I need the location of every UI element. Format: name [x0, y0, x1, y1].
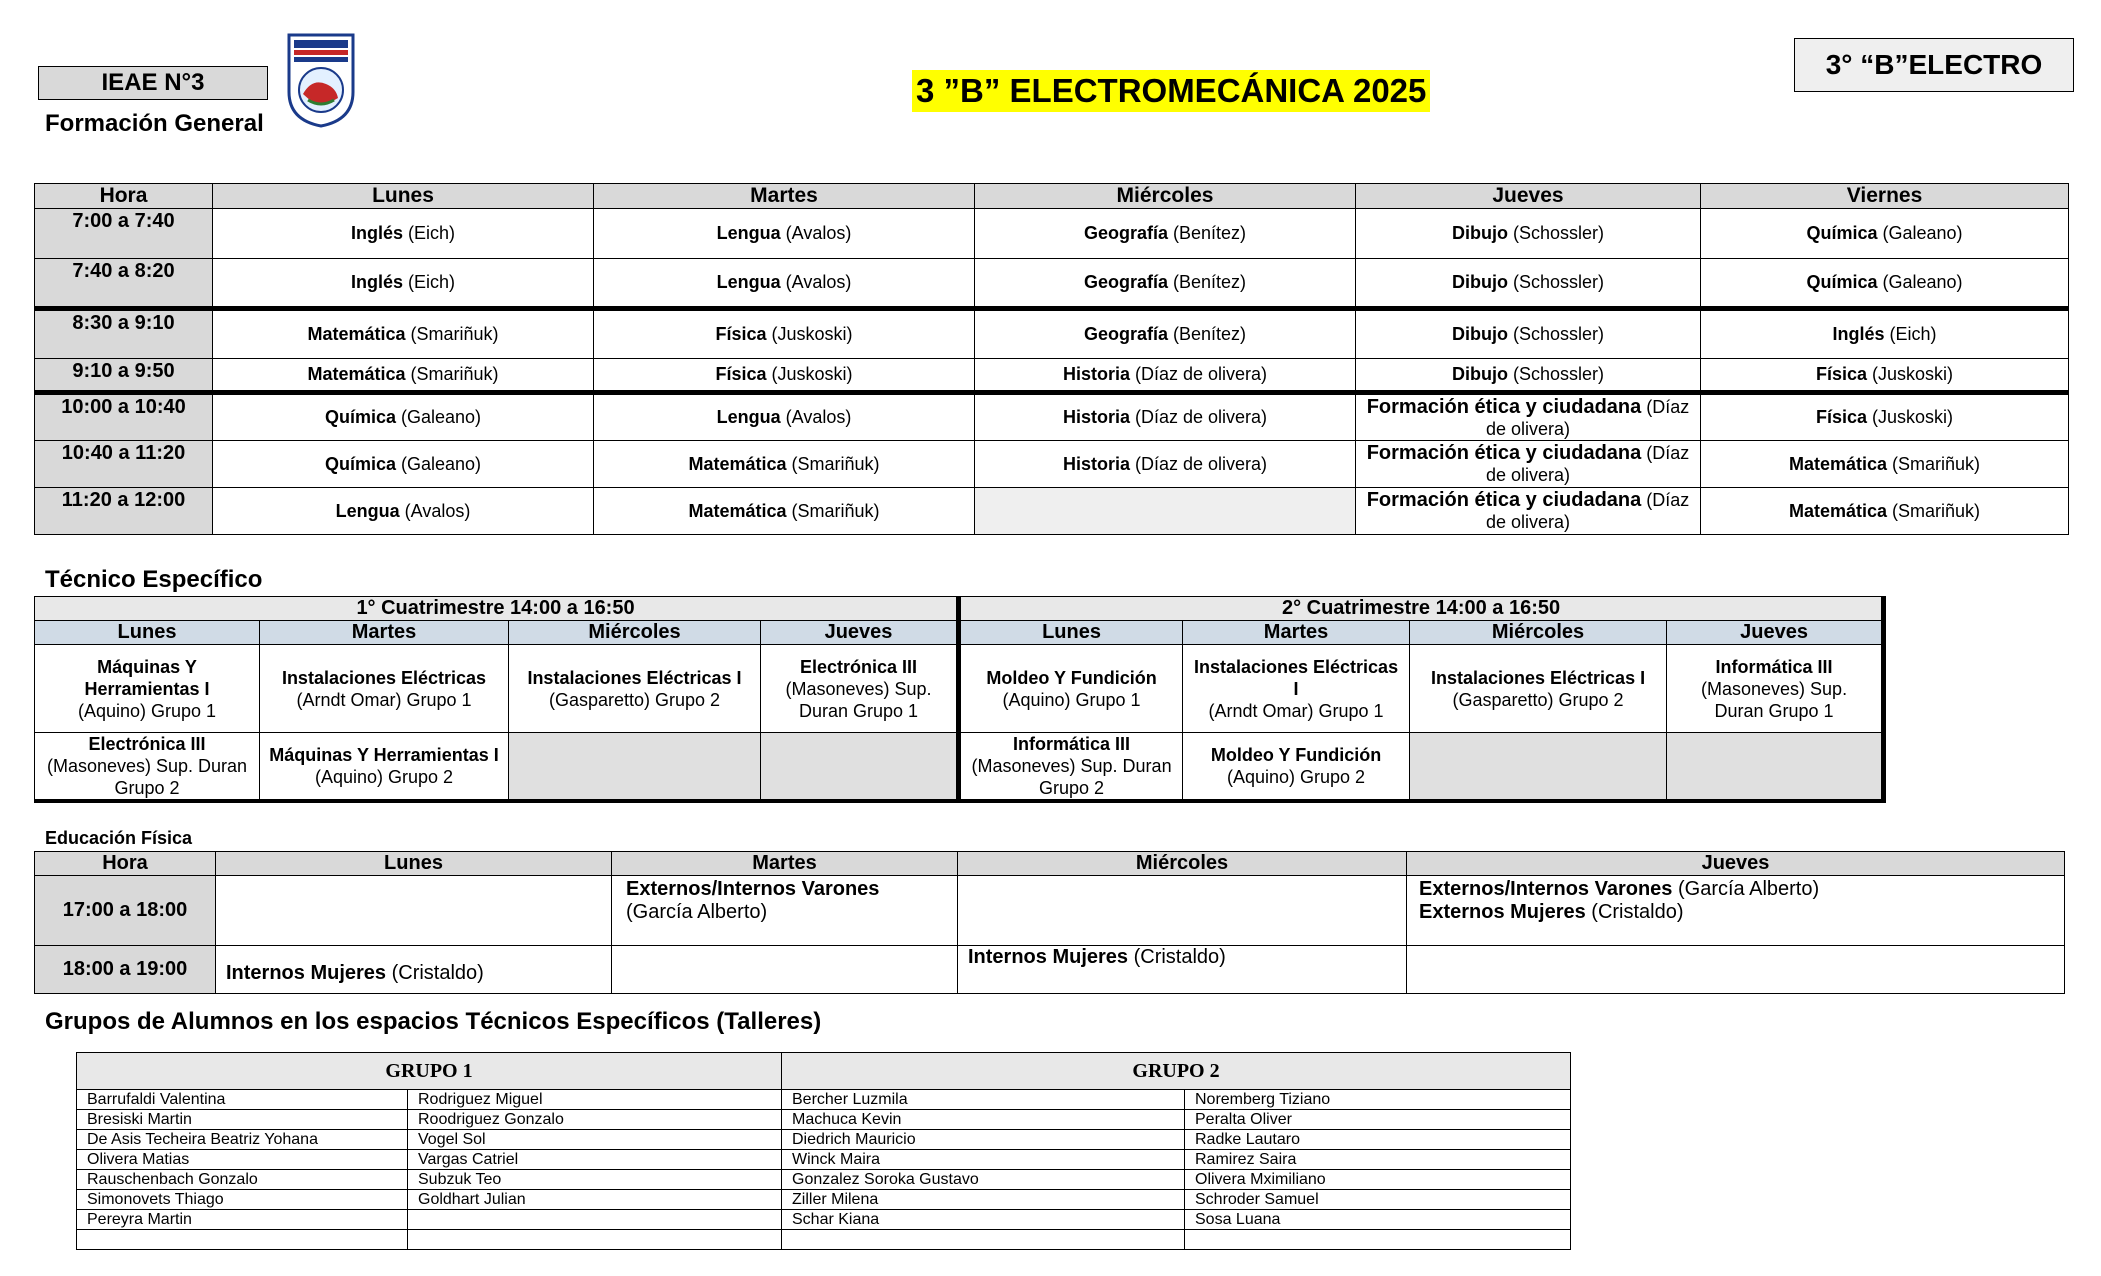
schedule-cell: [213, 393, 594, 441]
col-header-day: Jueves: [1667, 621, 1884, 645]
workshop-name: Electrónica III: [799, 656, 918, 677]
schedule-cell: [975, 393, 1356, 441]
teacher-name: (Galeano): [1877, 272, 1963, 292]
col-header-jueves: Jueves: [1356, 184, 1701, 209]
teacher-group: (Aquino) Grupo 2: [1226, 767, 1366, 787]
schedule-cell: [594, 259, 975, 309]
schedule-cell: [612, 876, 958, 946]
table-row: [35, 488, 2069, 535]
schedule-cell: [1701, 209, 2069, 259]
section-formacion-general: Formación General: [45, 110, 264, 137]
workshop-name: Informática III: [1013, 734, 1131, 754]
subject-name: Física: [715, 324, 767, 344]
workshop-name: Moldeo Y Fundición: [986, 667, 1157, 688]
workshop-name: Moldeo Y Fundición: [1210, 745, 1382, 765]
activity-name: Externos Mujeres: [1419, 901, 1586, 923]
hora-cell: 10:40 a 11:20: [35, 441, 213, 488]
subject-name: Física: [715, 364, 767, 384]
hora-cell: 17:00 a 18:00: [35, 876, 216, 946]
list-item: [77, 1230, 1571, 1250]
schedule-cell: [1356, 488, 1701, 535]
student-name: Goldhart Julian: [408, 1190, 782, 1210]
workshop-cell: [1667, 645, 1884, 733]
workshop-cell: [35, 645, 260, 733]
student-name: Roodriguez Gonzalo: [408, 1110, 782, 1130]
student-name: Subzuk Teo: [408, 1170, 782, 1190]
schedule-cell: [975, 441, 1356, 488]
subject-name: Formación ética y ciudadana: [1366, 489, 1642, 511]
school-name-box: [38, 66, 268, 100]
workshop-name: Instalaciones Eléctricas I: [1430, 667, 1646, 688]
student-name: Peralta Oliver: [1185, 1110, 1571, 1130]
schedule-cell: [216, 876, 612, 946]
workshop-cell: [959, 645, 1183, 733]
subject-name: Química: [1806, 223, 1878, 243]
schedule-cell: [975, 209, 1356, 259]
subject-name: Química: [1806, 272, 1878, 292]
schedule-cell: [975, 488, 1356, 535]
workshop-cell: [1410, 733, 1667, 802]
student-name: Pereyra Martin: [77, 1210, 408, 1230]
table-row: [35, 359, 2069, 393]
teacher-name: (Cristaldo): [386, 962, 484, 984]
teacher-name: (Juskoski): [766, 364, 853, 384]
workshop-cell: [260, 645, 509, 733]
teacher-name: (Díaz de olivera): [1485, 490, 1690, 532]
workshop-cell: [1183, 733, 1410, 802]
subject-name: Geografía: [1083, 324, 1168, 344]
student-name: Bercher Luzmila: [782, 1090, 1185, 1110]
teacher-name: (Juskoski): [1867, 407, 1954, 427]
section-grupos: Grupos de Alumnos en los espacios Técnicos Específicos (Talleres): [45, 1008, 822, 1035]
teacher-name: (Smariñuk): [1887, 453, 1981, 474]
student-name: Machuca Kevin: [782, 1110, 1185, 1130]
subject-name: Matemática: [688, 500, 787, 521]
subject-name: Dibujo: [1451, 223, 1508, 243]
subject-name: Lengua: [716, 407, 781, 427]
workshop-cell: [1667, 733, 1884, 802]
list-item: [77, 1150, 1571, 1170]
subject-name: Geografía: [1083, 223, 1168, 243]
table-row: [35, 441, 2069, 488]
teacher-name: (García Alberto): [1672, 878, 1820, 900]
course-box: [1794, 38, 2074, 92]
schedule-cell: [1356, 209, 1701, 259]
hora-cell: 9:10 a 9:50: [35, 359, 213, 393]
workshop-name: Instalaciones Eléctricas I: [1193, 656, 1399, 699]
subject-name: Matemática: [1788, 453, 1888, 474]
teacher-name: (Smariñuk): [786, 453, 880, 474]
cuatrimestre-row: [35, 597, 1884, 621]
subject-name: Historia: [1062, 364, 1130, 384]
teacher-name: (Díaz de olivera): [1129, 364, 1268, 384]
student-name: Simonovets Thiago: [77, 1190, 408, 1210]
workshop-cell: [509, 733, 761, 802]
teacher-name: (Benítez): [1168, 324, 1247, 344]
schedule-cell: [213, 441, 594, 488]
hora-cell: 18:00 a 19:00: [35, 946, 216, 994]
workshop-name: Informática III: [1715, 656, 1833, 677]
teacher-name: (Avalos): [780, 272, 852, 292]
teacher-name: (Smariñuk): [405, 364, 499, 384]
teacher-name: (Galeano): [395, 407, 482, 427]
section-educacion-fisica: Educación Física: [45, 828, 193, 848]
schedule-cell: [1356, 259, 1701, 309]
student-name: [77, 1230, 408, 1250]
table-row: [35, 393, 2069, 441]
student-name: [782, 1230, 1185, 1250]
student-name: [1185, 1230, 1571, 1250]
teacher-group: (Masoneves) Sup. Duran Grupo 1: [785, 678, 932, 721]
list-item: [77, 1190, 1571, 1210]
teacher-group: (Gasparetto) Grupo 2: [548, 689, 721, 710]
educacion-fisica-table: [34, 851, 2065, 994]
workshop-name: Electrónica III: [88, 734, 206, 754]
col-header-day: Martes: [1183, 621, 1410, 645]
student-name: Rodriguez Miguel: [408, 1090, 782, 1110]
col-header-day: Martes: [260, 621, 509, 645]
teacher-name: (Schossler): [1507, 223, 1605, 243]
workshop-cell: [35, 733, 260, 802]
col-header-miercoles: Miércoles: [958, 852, 1407, 876]
subject-name: Física: [1815, 364, 1867, 384]
teacher-name: (García Alberto): [626, 901, 768, 923]
schedule-cell: [1701, 359, 2069, 393]
schedule-cell: [1701, 309, 2069, 359]
col-header-miercoles: Miércoles: [975, 184, 1356, 209]
subject-name: Dibujo: [1451, 364, 1508, 384]
workshop-cell: [1410, 645, 1667, 733]
teacher-name: (Smariñuk): [1887, 500, 1981, 521]
student-name: De Asis Techeira Beatriz Yohana: [77, 1130, 408, 1150]
subject-name: Lengua: [716, 272, 781, 292]
table-row: [35, 309, 2069, 359]
subject-name: Dibujo: [1451, 272, 1508, 292]
school-name: IEAE N°3: [101, 69, 205, 96]
schedule-cell: [594, 209, 975, 259]
subject-name: Inglés: [350, 223, 403, 243]
schedule-cell: [213, 209, 594, 259]
teacher-name: (Cristaldo): [1128, 946, 1226, 968]
table-row: [35, 209, 2069, 259]
list-item: [77, 1110, 1571, 1130]
subject-name: Historia: [1062, 407, 1130, 427]
schedule-cell: [594, 309, 975, 359]
schedule-cell: [975, 259, 1356, 309]
subject-name: Historia: [1062, 453, 1130, 474]
student-name: Barrufaldi Valentina: [77, 1090, 408, 1110]
school-logo: [286, 32, 356, 128]
teacher-name: (Avalos): [780, 407, 852, 427]
teacher-name: (Schossler): [1507, 364, 1605, 384]
teacher-group: (Masoneves) Sup. Duran Grupo 2: [46, 756, 248, 798]
activity-name: Externos/Internos Varones: [1419, 878, 1673, 900]
list-item: [77, 1170, 1571, 1190]
workshop-name: Máquinas Y Herramientas I: [269, 745, 499, 765]
workshop-cell: [1183, 645, 1410, 733]
workshop-cell: [761, 645, 959, 733]
teacher-group: (Masoneves) Sup. Duran Grupo 1: [1701, 678, 1848, 721]
schedule-cell: [1701, 488, 2069, 535]
teacher-name: (Eich): [403, 272, 456, 292]
subject-name: Física: [1815, 407, 1867, 427]
grupo-1-header: GRUPO 1: [77, 1053, 782, 1090]
teacher-name: (Díaz de olivera): [1129, 453, 1268, 474]
student-name: Diedrich Mauricio: [782, 1130, 1185, 1150]
general-schedule-table: [34, 183, 2069, 535]
col-header-day: Miércoles: [509, 621, 761, 645]
col-header-day: Jueves: [761, 621, 959, 645]
teacher-name: (Díaz de olivera): [1485, 443, 1690, 485]
schedule-cell: [216, 946, 612, 994]
page-title: 3 ”B” ELECTROMECÁNICA 2025: [912, 70, 1430, 112]
workshop-cell: [260, 733, 509, 802]
course-label: 3° “B”ELECTRO: [1825, 49, 2043, 80]
table-header-row: [35, 852, 2065, 876]
subject-name: Lengua: [716, 223, 781, 243]
cuatrimestre-2-header: 2° Cuatrimestre 14:00 a 16:50: [959, 597, 1884, 621]
subject-name: Matemática: [307, 324, 406, 344]
teacher-group: (Aquino) Grupo 2: [314, 767, 454, 787]
schedule-cell: [213, 259, 594, 309]
student-name: Vargas Catriel: [408, 1150, 782, 1170]
workshop-name: Máquinas Y Herramientas I: [84, 656, 210, 699]
col-header-hora: Hora: [35, 852, 216, 876]
subject-name: Inglés: [350, 272, 403, 292]
student-name: [408, 1230, 782, 1250]
col-header-day: Miércoles: [1410, 621, 1667, 645]
teacher-name: (Galeano): [1877, 223, 1963, 243]
student-name: Olivera Mximiliano: [1185, 1170, 1571, 1190]
teacher-name: (Cristaldo): [1585, 901, 1684, 923]
schedule-cell: [1701, 441, 2069, 488]
teacher-name: (Benítez): [1168, 272, 1247, 292]
schedule-cell: [1356, 359, 1701, 393]
table-row: [35, 259, 2069, 309]
workshop-cell: [959, 733, 1183, 802]
student-name: Ramirez Saira: [1185, 1150, 1571, 1170]
tecnico-schedule-table: [34, 596, 1886, 803]
schedule-cell: [1701, 393, 2069, 441]
student-name: [408, 1210, 782, 1230]
teacher-name: (Smariñuk): [786, 500, 880, 521]
grupos-table: [76, 1052, 1571, 1250]
activity-name: Internos Mujeres: [226, 962, 387, 984]
schedule-cell: [213, 309, 594, 359]
subject-name: Matemática: [1788, 500, 1888, 521]
teacher-name: (Eich): [403, 223, 456, 243]
subject-name: Matemática: [307, 364, 406, 384]
col-header-day: Lunes: [35, 621, 260, 645]
hora-cell: 10:00 a 10:40: [35, 393, 213, 441]
subject-name: Geografía: [1083, 272, 1168, 292]
teacher-name: (Schossler): [1507, 324, 1605, 344]
workshop-cell: [761, 733, 959, 802]
schedule-cell: [975, 359, 1356, 393]
workshop-name: Instalaciones Eléctricas I: [527, 667, 742, 688]
schedule-cell: [975, 309, 1356, 359]
student-name: Noremberg Tiziano: [1185, 1090, 1571, 1110]
workshop-name: Instalaciones Eléctricas: [281, 667, 487, 688]
teacher-name: (Schossler): [1507, 272, 1605, 292]
hora-cell: 7:40 a 8:20: [35, 259, 213, 309]
hora-cell: 7:00 a 7:40: [35, 209, 213, 259]
schedule-cell: [1356, 393, 1701, 441]
col-header-martes: Martes: [594, 184, 975, 209]
subject-name: Formación ética y ciudadana: [1366, 395, 1642, 418]
teacher-name: (Galeano): [395, 453, 482, 474]
schedule-cell: [213, 359, 594, 393]
teacher-group: (Gasparetto) Grupo 2: [1452, 689, 1624, 710]
schedule-cell: [958, 946, 1407, 994]
teacher-name: (Avalos): [780, 223, 852, 243]
col-header-hora: Hora: [35, 184, 213, 209]
schedule-cell: [594, 488, 975, 535]
col-header-day: Lunes: [959, 621, 1183, 645]
teacher-name: (Smariñuk): [405, 324, 499, 344]
subject-name: Matemática: [688, 453, 787, 474]
teacher-name: (Eich): [1884, 324, 1937, 344]
col-header-lunes: Lunes: [213, 184, 594, 209]
student-name: Olivera Matias: [77, 1150, 408, 1170]
cuatrimestre-1-header: 1° Cuatrimestre 14:00 a 16:50: [35, 597, 959, 621]
table-header-row: [35, 184, 2069, 209]
schedule-cell: [1356, 441, 1701, 488]
student-name: Schar Kiana: [782, 1210, 1185, 1230]
teacher-name: (Díaz de olivera): [1485, 396, 1690, 439]
teacher-group: (Aquino) Grupo 1: [77, 700, 217, 721]
student-name: Winck Maira: [782, 1150, 1185, 1170]
subject-name: Dibujo: [1451, 324, 1508, 344]
activity-name: Externos/Internos Varones: [626, 878, 880, 900]
student-name: Radke Lautaro: [1185, 1130, 1571, 1150]
schedule-cell: [594, 359, 975, 393]
schedule-cell: [958, 876, 1407, 946]
student-name: Bresiski Martin: [77, 1110, 408, 1130]
student-name: Gonzalez Soroka Gustavo: [782, 1170, 1185, 1190]
teacher-name: (Juskoski): [1867, 364, 1954, 384]
schedule-cell: [1407, 876, 2065, 946]
section-tecnico-especifico: Técnico Específico: [45, 566, 263, 593]
schedule-cell: [594, 393, 975, 441]
teacher-group: (Arndt Omar) Grupo 1: [296, 689, 472, 710]
col-header-martes: Martes: [612, 852, 958, 876]
teacher-name: (Avalos): [399, 500, 471, 521]
teacher-name: (Benítez): [1168, 223, 1247, 243]
schedule-cell: [213, 488, 594, 535]
hora-cell: 8:30 a 9:10: [35, 309, 213, 359]
hora-cell: 11:20 a 12:00: [35, 488, 213, 535]
list-item: [77, 1130, 1571, 1150]
student-name: Ziller Milena: [782, 1190, 1185, 1210]
workshop-cell: [509, 645, 761, 733]
table-row: [35, 733, 1884, 802]
col-header-lunes: Lunes: [216, 852, 612, 876]
teacher-name: (Díaz de olivera): [1129, 407, 1268, 427]
schedule-cell: [1701, 259, 2069, 309]
col-header-viernes: Viernes: [1701, 184, 2069, 209]
schedule-cell: [1356, 309, 1701, 359]
tecnico-days-row: [35, 621, 1884, 645]
schedule-cell: [612, 946, 958, 994]
subject-name: Lengua: [335, 500, 400, 521]
list-item: [77, 1090, 1571, 1110]
table-row: [35, 645, 1884, 733]
schedule-cell: [594, 441, 975, 488]
grupo-2-header: GRUPO 2: [782, 1053, 1571, 1090]
grupos-header-row: [77, 1053, 1571, 1090]
teacher-group: (Masoneves) Sup. Duran Grupo 2: [971, 756, 1172, 798]
teacher-name: (Juskoski): [766, 324, 853, 344]
col-header-jueves: Jueves: [1407, 852, 2065, 876]
teacher-group: (Arndt Omar) Grupo 1: [1208, 700, 1384, 721]
list-item: [77, 1210, 1571, 1230]
subject-name: Formación ética y ciudadana: [1366, 442, 1642, 464]
subject-name: Química: [324, 407, 396, 427]
student-name: Vogel Sol: [408, 1130, 782, 1150]
subject-name: Inglés: [1832, 324, 1885, 344]
table-row: [35, 876, 2065, 946]
subject-name: Química: [324, 453, 396, 474]
student-name: Sosa Luana: [1185, 1210, 1571, 1230]
student-name: Schroder Samuel: [1185, 1190, 1571, 1210]
student-name: Rauschenbach Gonzalo: [77, 1170, 408, 1190]
schedule-cell: [1407, 946, 2065, 994]
activity-name: Internos Mujeres: [968, 946, 1129, 968]
teacher-group: (Aquino) Grupo 1: [1002, 689, 1141, 710]
table-row: [35, 946, 2065, 994]
